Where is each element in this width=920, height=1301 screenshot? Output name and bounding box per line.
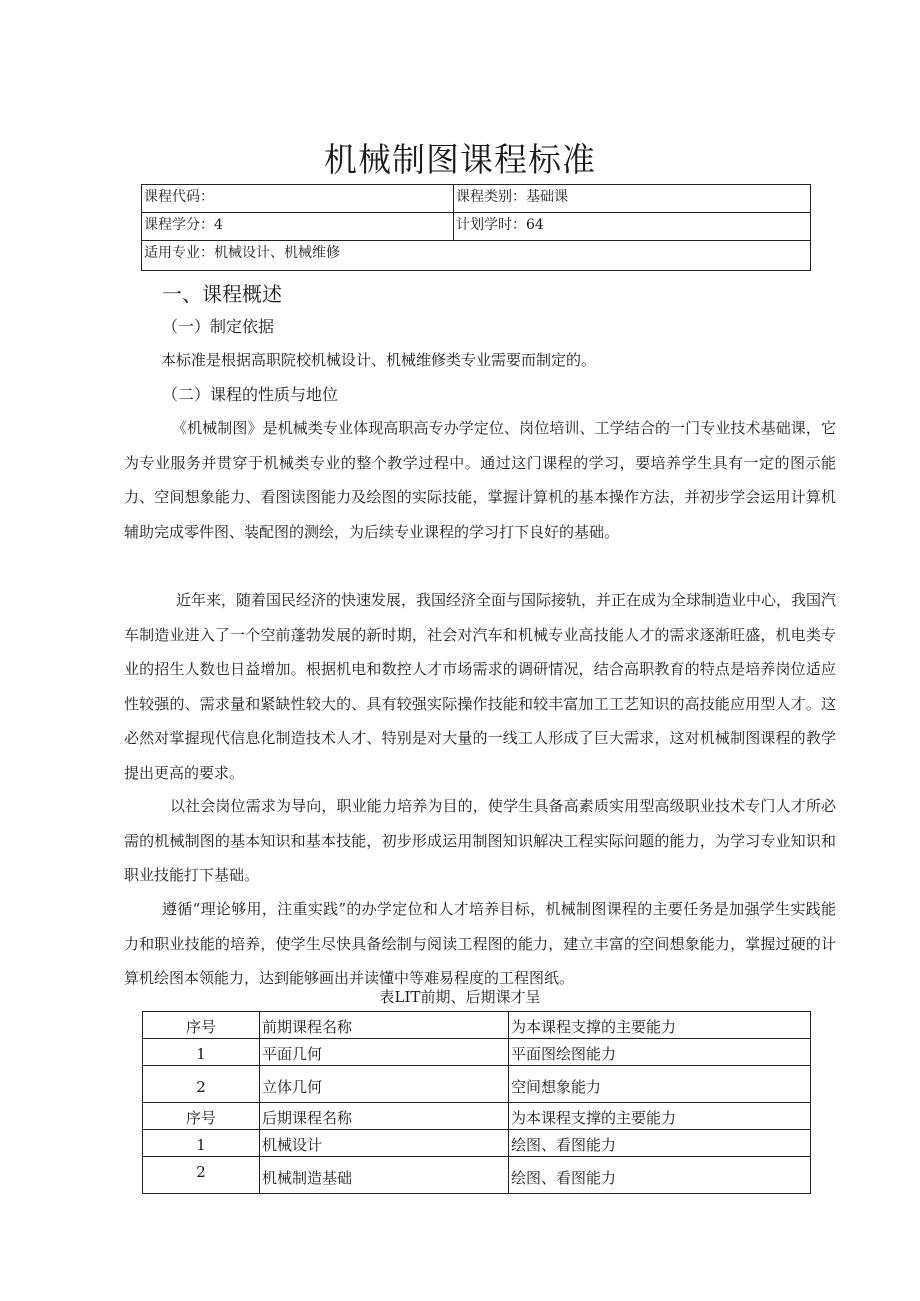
table-cell: 2 (143, 1157, 260, 1194)
table-cell: 机械设计 (260, 1130, 509, 1157)
paragraph: 以社会岗位需求为导向，职业能力培养为目的，使学生具备高素质实用型高级职业技术专门人才所必需的机械制图的基本知识和基本技能，初步形成运用制图知识解决工程实际问题的能力，为学习专业知识和职业技能打下基础。 (124, 797, 836, 884)
subsection-heading: （二）课程的性质与地位 (162, 385, 339, 404)
table-cell: 绘图、看图能力 (509, 1157, 811, 1194)
subsection-heading: （一）制定依据 (162, 317, 275, 336)
table-row (143, 1103, 811, 1130)
table-row (142, 213, 811, 241)
table-row (143, 1130, 811, 1157)
table-cell: 1 (143, 1039, 260, 1066)
table-header-cell: 序号 (143, 1012, 260, 1039)
table-header-cell: 为本课程支撑的主要能力 (509, 1103, 811, 1130)
table-caption: 表LIT前期、后期课才呈 (379, 988, 541, 1006)
table-row (143, 1157, 811, 1194)
table-cell: 机械制造基础 (260, 1157, 509, 1194)
paragraph: 本标准是根据高职院校机械设计、机械维修类专业需要而制定的。 (161, 351, 597, 369)
table-row (143, 1066, 811, 1103)
table-cell: 2 (143, 1066, 260, 1103)
table-header-cell: 序号 (143, 1103, 260, 1130)
table-cell: 立体几何 (260, 1066, 509, 1103)
course-code-cell: 课程代码： (142, 185, 454, 213)
table-cell: 绘图、看图能力 (509, 1130, 811, 1157)
section-heading: 一、课程概述 (162, 282, 282, 306)
table-row (143, 1039, 811, 1066)
table-cell: 平面几何 (260, 1039, 509, 1066)
paragraph: 遵循“理论够用，注重实践”的办学定位和人才培养目标，机械制图课程的主要任务是加强学生实践能力和职业技能的培养，使学生尽快具备绘制与阅读工程图的能力，建立丰富的空间想象能力，掌握过硬的计算机绘图本领能力，达到能够画出并读懂中等难易程度的工程图纸。 (124, 900, 836, 987)
course-hours-cell: 计划学时：64 (454, 213, 811, 241)
applicable-majors-cell: 适用专业：机械设计、机械维修 (142, 241, 811, 271)
table-cell: 平面图绘图能力 (509, 1039, 811, 1066)
course-credits-cell: 课程学分：4 (142, 213, 454, 241)
course-category-cell: 课程类别：基础课 (454, 185, 811, 213)
page-title: 机械制图课程标准 (324, 140, 596, 179)
paragraph: 近年来，随着国民经济的快速发展，我国经济全面与国际接轨，并正在成为全球制造业中心，我国汽车制造业进入了一个空前蓬勃发展的新时期，社会对汽车和机械专业高技能人才的需求逐渐旺盛，机电类专业的招生人数也日益增加。根据机电和数控人才市场需求的调研情况，结合高职教育的特点是培养岗位适应性较强的、需求量和紧缺性较大的、具有较强实际操作技能和较丰富加工工艺知识的高技能应用型人才。这必然对掌握现代信息化制造技术人才、特别是对大量的一线工人形成了巨大需求，这对机械制图课程的教学提出更高的要求。 (124, 591, 837, 782)
table-row (142, 185, 811, 213)
table-row (143, 1012, 811, 1039)
table-row (142, 241, 811, 271)
course-info-table (141, 184, 811, 271)
table-header-cell: 后期课程名称 (260, 1103, 509, 1130)
table-cell: 空间想象能力 (509, 1066, 811, 1103)
prerequisite-courses-table (142, 1011, 811, 1194)
table-cell: 1 (143, 1130, 260, 1157)
table-header-cell: 前期课程名称 (260, 1012, 509, 1039)
table-header-cell: 为本课程支撑的主要能力 (509, 1012, 811, 1039)
paragraph: 《机械制图》是机械类专业体现高职高专办学定位、岗位培训、工学结合的一门专业技术基础课，它为专业服务并贯穿于机械类专业的整个教学过程中。通过这门课程的学习，要培养学生具有一定的图示能力、空间想象能力、看图读图能力及绘图的实际技能，掌握计算机的基本操作方法，并初步学会运用计算机辅助完成零件图、装配图的测绘，为后续专业课程的学习打下良好的基础。 (124, 419, 836, 541)
